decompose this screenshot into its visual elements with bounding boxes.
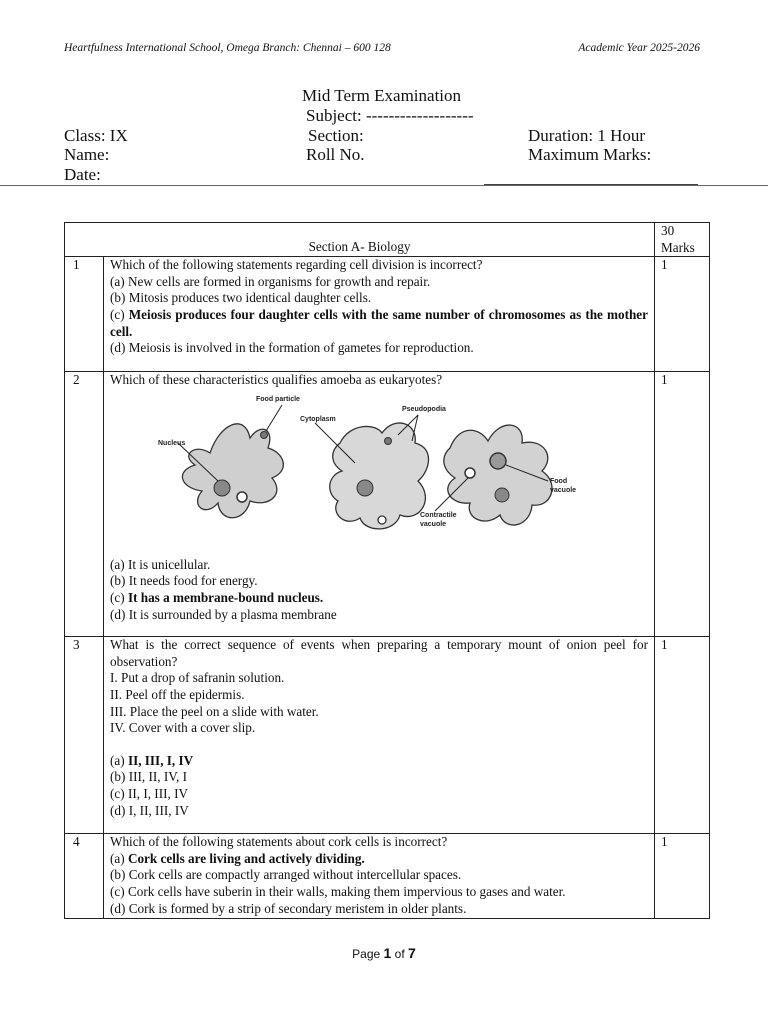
question-body bbox=[104, 834, 655, 919]
page-word: Page bbox=[352, 947, 381, 961]
spacer bbox=[110, 737, 648, 753]
amoeba-2-body bbox=[330, 423, 429, 529]
question-row-3 bbox=[65, 637, 710, 834]
roll-no-label: Roll No. bbox=[306, 145, 365, 164]
question-marks: 1 bbox=[655, 257, 710, 372]
label-food-particle: Food particle bbox=[256, 395, 300, 403]
amoeba-1-body bbox=[182, 424, 283, 518]
option-d: (d) It is surrounded by a plasma membrane bbox=[110, 606, 337, 622]
section-header-row bbox=[65, 223, 710, 257]
option-d: (d) I, II, III, IV bbox=[110, 802, 189, 818]
step-2: II. Peel off the epidermis. bbox=[110, 686, 245, 702]
label-nucleus: Nucleus bbox=[158, 439, 186, 447]
question-stem: Which of the following statements regarding cell division is incorrect? bbox=[110, 257, 483, 273]
question-table bbox=[64, 222, 710, 919]
step-3: III. Place the peel on a slide with water. bbox=[110, 703, 319, 719]
option-a: (a) New cells are formed in organisms for growth and repair. bbox=[110, 273, 431, 289]
option-c: (c) II, I, III, IV bbox=[110, 785, 188, 801]
question-stem: Which of these characteristics qualifies amoeba as eukaryotes? bbox=[110, 372, 443, 388]
question-body bbox=[104, 372, 655, 637]
academic-year: Academic Year 2025-2026 bbox=[578, 42, 700, 54]
option-d: (d) Meiosis is involved in the formation of gametes for reproduction. bbox=[110, 340, 474, 356]
question-marks: 1 bbox=[655, 372, 710, 637]
question-marks: 1 bbox=[655, 637, 710, 834]
question-number: 3 bbox=[65, 637, 104, 834]
label-pseudopodia: Pseudopodia bbox=[402, 405, 446, 413]
option-b: (b) Cork cells are compactly arranged without intercellular spaces. bbox=[110, 867, 462, 883]
label-food-vacuole: Food vacuole bbox=[550, 477, 577, 494]
option-b: (b) III, II, IV, I bbox=[110, 769, 188, 785]
page-total: 7 bbox=[408, 945, 416, 961]
amoeba-1-vacuole bbox=[237, 492, 247, 502]
option-a: (a) Cork cells are living and actively dividing. bbox=[110, 850, 365, 866]
date-label: Date: bbox=[64, 165, 101, 184]
step-1: I. Put a drop of safranin solution. bbox=[110, 670, 285, 686]
option-a: (a) It is unicellular. bbox=[110, 556, 211, 572]
section-label: Section: bbox=[308, 126, 364, 145]
section-marks bbox=[655, 223, 710, 257]
question-row-4 bbox=[65, 834, 710, 919]
amoeba-3-nucleus bbox=[495, 488, 509, 502]
header-divider bbox=[0, 185, 768, 186]
section-title: Section A- Biology bbox=[65, 223, 655, 257]
amoeba-2-nucleus bbox=[357, 480, 373, 496]
school-name: Heartfulness International School, Omega Branch: Chennai – 600 128 bbox=[64, 42, 391, 54]
of-word: of bbox=[394, 947, 405, 961]
subject-line: Subject: ------------------- bbox=[306, 106, 474, 125]
option-c: (c) It has a membrane-bound nucleus. bbox=[110, 589, 324, 605]
question-row-2 bbox=[65, 372, 710, 637]
amoeba-3-body bbox=[444, 425, 552, 525]
step-4: IV. Cover with a cover slip. bbox=[110, 720, 256, 736]
option-a: (a) II, III, I, IV bbox=[110, 752, 194, 768]
question-number: 4 bbox=[65, 834, 104, 919]
option-c: (c) Meiosis produces four daughter cells with the same number of chromosomes as the mother cell. bbox=[110, 306, 649, 339]
option-c: (c) Cork cells have suberin in their walls, making them impervious to gases and water. bbox=[110, 883, 566, 899]
page-current: 1 bbox=[383, 945, 392, 961]
section-marks-label: Marks bbox=[661, 239, 695, 255]
max-marks-label: Maximum Marks: bbox=[528, 145, 652, 164]
question-stem: Which of the following statements about cork cells is incorrect? bbox=[110, 834, 448, 850]
question-number: 1 bbox=[65, 257, 104, 372]
question-body bbox=[104, 637, 655, 834]
name-label: Name: bbox=[64, 145, 110, 164]
amoeba-1-food-particle bbox=[261, 431, 268, 438]
page-footer bbox=[0, 945, 768, 961]
label-cytoplasm: Cytoplasm bbox=[300, 415, 336, 423]
amoeba-3-contractile-vacuole bbox=[465, 468, 475, 478]
class-label: Class: IX bbox=[64, 126, 128, 145]
question-body bbox=[104, 257, 655, 372]
option-b: (b) It needs food for energy. bbox=[110, 573, 258, 589]
amoeba-3-food-vacuole bbox=[490, 453, 506, 469]
exam-title: Mid Term Examination bbox=[302, 86, 462, 105]
amoeba-2-food bbox=[385, 437, 392, 444]
amoeba-1-nucleus bbox=[214, 480, 230, 496]
option-d: (d) Cork is formed by a strip of secondary meristem in older plants. bbox=[110, 900, 467, 916]
section-marks-number: 30 bbox=[661, 223, 675, 238]
question-stem: What is the correct sequence of events when preparing a temporary mount of onion peel for observation? bbox=[110, 637, 648, 669]
question-marks: 1 bbox=[655, 834, 710, 919]
option-b: (b) Mitosis produces two identical daughter cells. bbox=[110, 290, 372, 306]
amoeba-diagram bbox=[150, 393, 610, 543]
question-row-1 bbox=[65, 257, 710, 372]
amoeba-2-vacuole bbox=[378, 516, 386, 524]
duration-label: Duration: 1 Hour bbox=[528, 126, 646, 145]
label-contractile-vacuole: Contractile vacuole bbox=[420, 511, 457, 528]
question-number: 2 bbox=[65, 372, 104, 637]
